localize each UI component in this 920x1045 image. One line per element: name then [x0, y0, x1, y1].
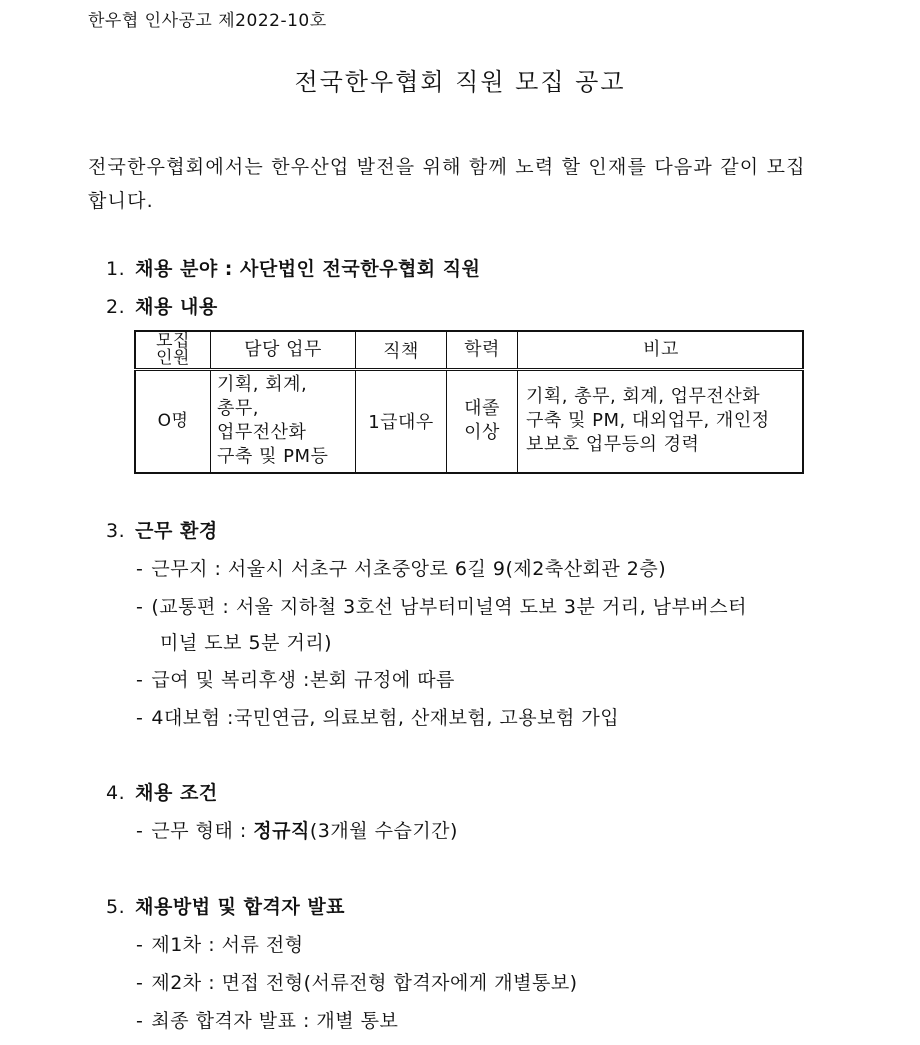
section-label: 채용 조건 — [135, 782, 218, 804]
dash-glyph: - — [136, 934, 144, 956]
bullet-location — [136, 554, 666, 581]
dash-glyph: - — [136, 558, 144, 580]
cell-duty — [211, 369, 356, 473]
section-3-heading — [106, 516, 218, 543]
section-1-heading — [106, 254, 480, 281]
cell-count: O명 — [135, 369, 211, 473]
header-count-line2: 인원 — [156, 347, 190, 368]
bullet-transport-continued: 미널 도보 5분 거리) — [160, 632, 333, 654]
header-position: 직책 — [356, 331, 447, 369]
header-duty: 담당 업무 — [211, 331, 356, 369]
section-number: 4. — [106, 782, 126, 804]
intro-paragraph: 전국한우협회에서는 한우산업 발전을 위해 함께 노력 할 인재를 다음과 같이 모집 합니다. — [88, 156, 806, 212]
education-line: 대졸 — [464, 398, 500, 420]
bullet-step2 — [136, 968, 578, 995]
document-number: 한우협 인사공고 제2022-10호 — [88, 11, 327, 31]
cell-education — [447, 369, 518, 473]
section-number: 5. — [106, 896, 126, 918]
bullet-text: 근무지 : 서울시 서초구 서초중앙로 6길 9(제2축산회관 2층) — [151, 558, 667, 580]
cell-position: 1급대우 — [356, 369, 447, 473]
bullet-text: 최종 합격자 발표 : 개별 통보 — [151, 1010, 399, 1032]
duty-line: 업무전산화 — [217, 422, 307, 444]
bullet-text: 제2차 : 면접 전형(서류전형 합격자에게 개별통보) — [151, 972, 578, 994]
section-5-heading — [106, 892, 345, 919]
section-label: 채용방법 및 합격자 발표 — [135, 896, 346, 918]
cell-note — [518, 369, 804, 473]
section-label: 채용 분야 : 사단법인 전국한우협회 직원 — [135, 258, 481, 280]
dash-glyph: - — [136, 707, 144, 729]
bullet-final — [136, 1006, 398, 1033]
section-2-heading — [106, 292, 218, 319]
bullet-insurance — [136, 703, 619, 730]
section-4-heading — [106, 778, 218, 805]
page-title: 전국한우협회 직원 모집 공고 — [294, 68, 626, 96]
dash-glyph: - — [136, 669, 144, 691]
bullet-text: (교통편 : 서울 지하철 3호선 남부터미널역 도보 3분 거리, 남부버스터 — [151, 596, 747, 618]
header-count-line1: 모집 — [156, 330, 190, 351]
section-label: 근무 환경 — [135, 520, 218, 542]
bullet-text: 급여 및 복리후생 :본회 규정에 따름 — [151, 669, 455, 691]
bullet-step1 — [136, 930, 304, 957]
work-type-value: 정규직 — [253, 820, 310, 842]
note-line: 기획, 총무, 회계, 업무전산화 — [526, 386, 761, 408]
work-type-suffix: (3개월 수습기간) — [309, 820, 458, 842]
section-label: 채용 내용 — [135, 296, 218, 318]
dash-glyph: - — [136, 1010, 144, 1032]
education-line: 이상 — [464, 422, 500, 444]
bullet-text: 4대보험 :국민연금, 의료보험, 산재보험, 고용보험 가입 — [151, 707, 620, 729]
section-number: 1. — [106, 258, 126, 280]
section-number: 2. — [106, 296, 126, 318]
header-education: 학력 — [447, 331, 518, 369]
header-note: 비고 — [518, 331, 804, 369]
recruitment-table — [134, 330, 804, 474]
dash-glyph: - — [136, 820, 144, 842]
bullet-text: 제1차 : 서류 전형 — [151, 934, 304, 956]
section-number: 3. — [106, 520, 126, 542]
work-type-prefix: 근무 형태 : — [151, 820, 254, 842]
bullet-transport — [136, 592, 747, 619]
duty-line: 구축 및 PM등 — [217, 446, 329, 468]
duty-line: 기획, 회계, — [217, 374, 308, 396]
duty-line: 총무, — [217, 398, 259, 420]
table-header-row — [135, 331, 803, 369]
header-recruit-count — [135, 331, 211, 369]
note-line: 보보호 업무등의 경력 — [526, 434, 700, 456]
table-row — [135, 369, 803, 473]
note-line: 구축 및 PM, 대외업무, 개인정 — [526, 410, 770, 432]
dash-glyph: - — [136, 972, 144, 994]
bullet-salary — [136, 665, 455, 692]
bullet-work-type — [136, 816, 458, 843]
dash-glyph: - — [136, 596, 144, 618]
